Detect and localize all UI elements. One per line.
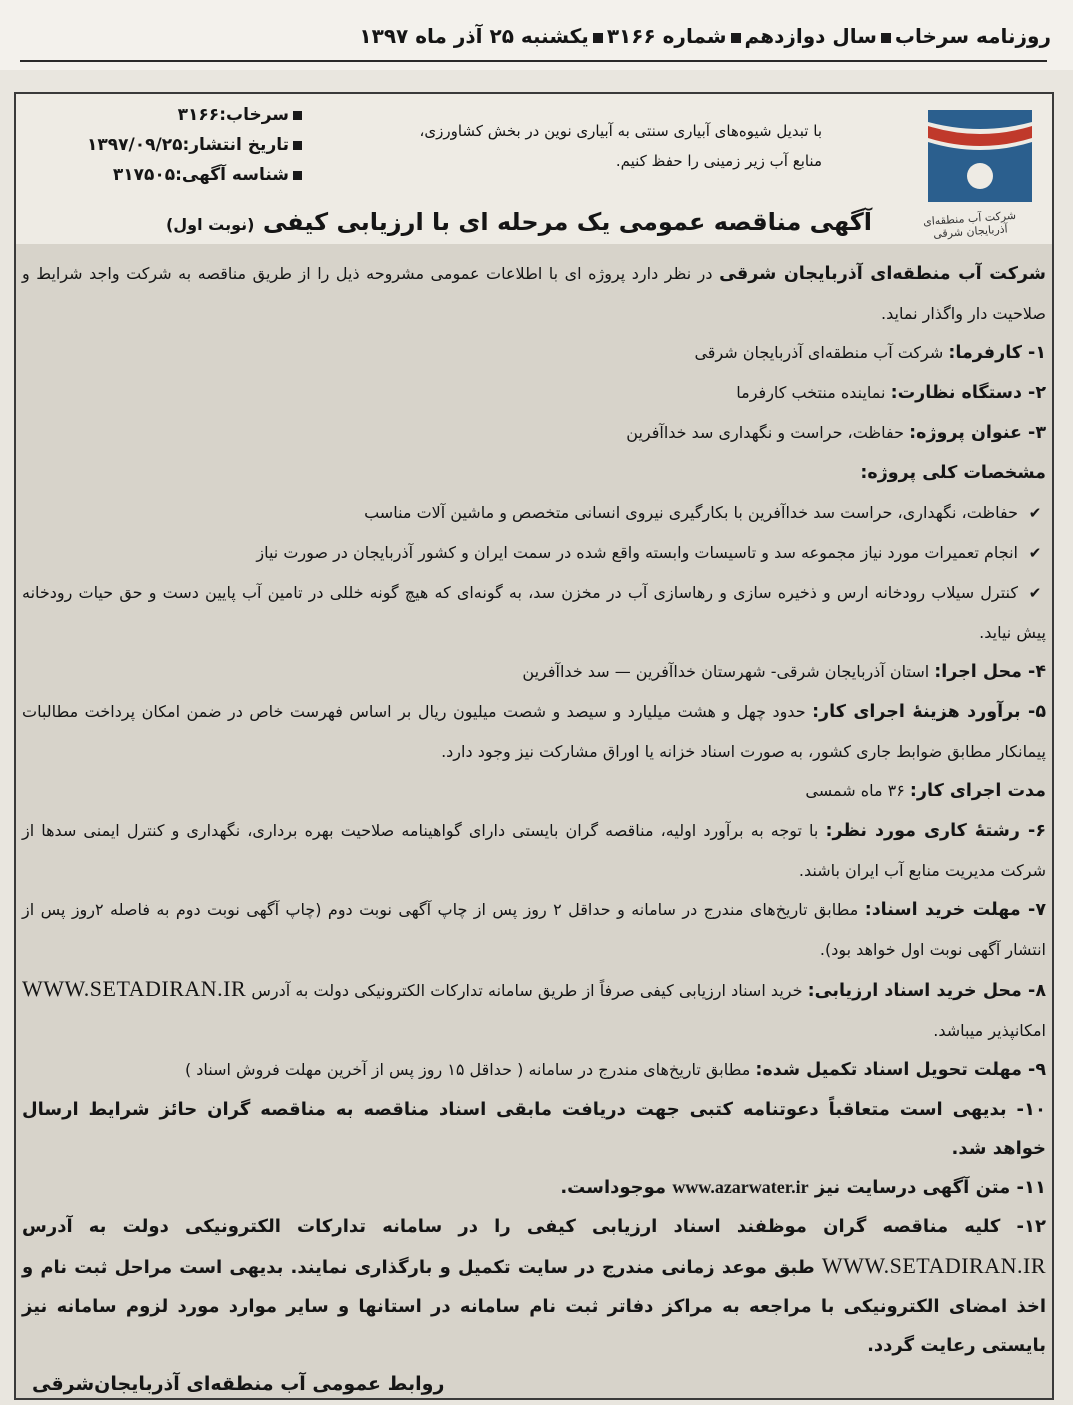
ad-title-text: آگهی مناقصه عمومی یک مرحله ای با ارزیابی کیفی (262, 208, 872, 236)
slogan (302, 116, 822, 176)
logo-caption: شرکت آب منطقه‌ای آذربایجان شرقی (922, 208, 1017, 241)
meta-publish-date: تاریخ انتشار:۱۳۹۷/۰۹/۲۵ (22, 130, 302, 160)
tender-advertisement (14, 92, 1054, 1400)
ad-body (22, 254, 1046, 1400)
item-duration: مدت اجرای کار: ۳۶ ماه شمسی (805, 781, 1046, 801)
item-supervisor: ۲- دستگاه نظارت: نماینده منتخب کارفرما (736, 383, 1046, 403)
setadiran-link[interactable]: WWW.SETADIRAN.IR (22, 976, 247, 1001)
paper-issue: شماره ۳۱۶۶ (606, 24, 727, 48)
checkmark-icon: ✔ (1028, 504, 1042, 522)
item-purchase-location: ۸- محل خرید اسناد ارزیابی: خرید اسناد ارزیابی کیفی صرفاً از طریق سامانه تدارکات الکترونیکی دولت به آدرس WWW.SETADIRAN.IR امکانپذیر میباشد. (22, 976, 1047, 1040)
setadiran-link-2[interactable]: WWW.SETADIRAN.IR (821, 1253, 1046, 1278)
ad-title-round: (نوبت اول) (165, 215, 255, 234)
ad-header (16, 94, 1052, 244)
ad-title (112, 208, 872, 236)
square-bullet-icon (293, 141, 302, 150)
square-bullet-icon (881, 33, 891, 43)
azarwater-link[interactable]: www.azarwater.ir (672, 1177, 809, 1197)
item-delivery-deadline: ۹- مهلت تحویل اسناد تکمیل شده: مطابق تاریخ‌های مندرج در سامانه ( حداقل ۱۵ روز پس از آخرین مهلت فروش اسناد ) (184, 1060, 1046, 1080)
spec-bullet: ✔حفاظت، نگهداری، حراست سد خداآفرین با بکارگیری نیروی انسانی متخصص و ماشین آلات مناسب (22, 493, 1046, 533)
item-field: ۶- رشتهٔ کاری مورد نظر: با توجه به برآورد اولیه، مناقصه گران بایستی دارای گواهینامه صلاحیت بهره برداری، نگهداری و کنترل ایمنی سدها از شرکت مدیریت منابع آب ایران باشند. (22, 821, 1046, 880)
spec-bullet: ✔انجام تعمیرات مورد نیاز مجموعه سد و تاسیسات وابسته واقع شده در سمت ایران و کشور آذربایجان در صورت نیاز (22, 533, 1046, 573)
item-location: ۴- محل اجرا: استان آذربایجان شرقی- شهرستان خداآفرین — سد خداآفرین (522, 662, 1046, 682)
masthead-divider (20, 60, 1047, 62)
public-relations-signature: روابط عمومی آب منطقه‌ای آذربایجان‌شرقی (32, 1373, 445, 1395)
square-bullet-icon (731, 33, 741, 43)
item-purchase-deadline: ۷- مهلت خرید اسناد: مطابق تاریخ‌های مندرج در سامانه و حداقل ۲ روز پس از چاپ آگهی نوبت دوم (چاپ آگهی نوبت دوم به فاصله ۲روز پس از انتشار آگهی نوبت اول خواهد بود). (22, 900, 1047, 959)
company-logo (920, 102, 1040, 242)
spec-bullet: ✔کنترل سیلاب رودخانه ارس و ذخیره سازی و رهاسازی آب در مخزن سد، به گونه‌ای که هیچ گونه خللی در تامین آب پایین دست و حق حیات رودخانه پیش نیاید. (22, 573, 1046, 652)
newspaper-masthead (0, 0, 1073, 70)
item-upload-requirements: ۱۲- کلیه مناقصه گران موظفند اسناد ارزیابی کیفی را در سامانه تدارکات الکترونیکی دولت به آدرس WWW.SETADIRAN.IR طبق موعد زمانی مندرج در سایت تکمیل و بارگذاری نمایند. بدیهی است مراحل ثبت نام و اخذ امضای الکترونیکی با مراجعه به مراکز دفاتر ثبت نام سامانه در استانها و سایر موارد مورد لزوم سامانه نیز بایستی رعایت گردد. (22, 1216, 1046, 1356)
meta-issue: سرخاب:۳۱۶۶ (22, 100, 302, 130)
checkmark-icon: ✔ (1028, 584, 1042, 602)
square-bullet-icon (593, 33, 603, 43)
signature-row (22, 1365, 1046, 1400)
meta-ad-id: شناسه آگهی:۳۱۷۵۰۵ (22, 160, 302, 190)
item-employer: ۱- کارفرما: شرکت آب منطقه‌ای آذربایجان شرقی (694, 343, 1046, 363)
square-bullet-icon (293, 171, 302, 180)
paper-name: روزنامه سرخاب (894, 24, 1051, 48)
intro-paragraph: شرکت آب منطقه‌ای آذربایجان شرقی در نظر دارد پروژه ای با اطلاعات عمومی مشروحه ذیل را از طریق مناقصه به شرکت واجد شرایط و صلاحیت دار واگذار نماید. (22, 264, 1047, 323)
ad-meta (22, 100, 302, 190)
water-company-logo-icon (920, 102, 1040, 212)
item-invitation: ۱۰- بدیهی است متعاقباً دعوتنامه کتبی جهت دریافت مابقی اسناد مناقصه به مناقصه گران حائز شرایط ارسال خواهد شد. (22, 1099, 1046, 1159)
masthead-line (21, 24, 1051, 48)
slogan-line-2: منابع آب زیر زمینی را حفظ کنیم. (615, 152, 822, 170)
paper-year: سال دوازدهم (744, 24, 877, 48)
slogan-line-1: با تبدیل شیوه‌های آبیاری سنتی به آبیاری نوین در بخش کشاورزی، (419, 122, 822, 140)
specs-heading: مشخصات کلی پروژه: (860, 463, 1046, 483)
square-bullet-icon (293, 111, 302, 120)
item-project-title: ۳- عنوان پروژه: حفاظت، حراست و نگهداری سد خداآفرین (626, 423, 1046, 443)
item-cost-estimate: ۵- برآورد هزینهٔ اجرای کار: حدود چهل و هشت میلیارد و سیصد و شصت میلیون ریال بر اساس فهرست خاص در ضمن امکان پرداخت مطالبات پیمانکار مطابق ضوابط جاری کشور، به صورت اسناد خزانه یا اوراق مشارکت نیز وجود دارد. (22, 702, 1046, 761)
checkmark-icon: ✔ (1028, 544, 1042, 562)
paper-date: یکشنبه ۲۵ آذر ماه ۱۳۹۷ (359, 24, 589, 48)
item-website: ۱۱- متن آگهی درسایت نیز www.azarwater.ir موجوداست. (560, 1177, 1046, 1198)
